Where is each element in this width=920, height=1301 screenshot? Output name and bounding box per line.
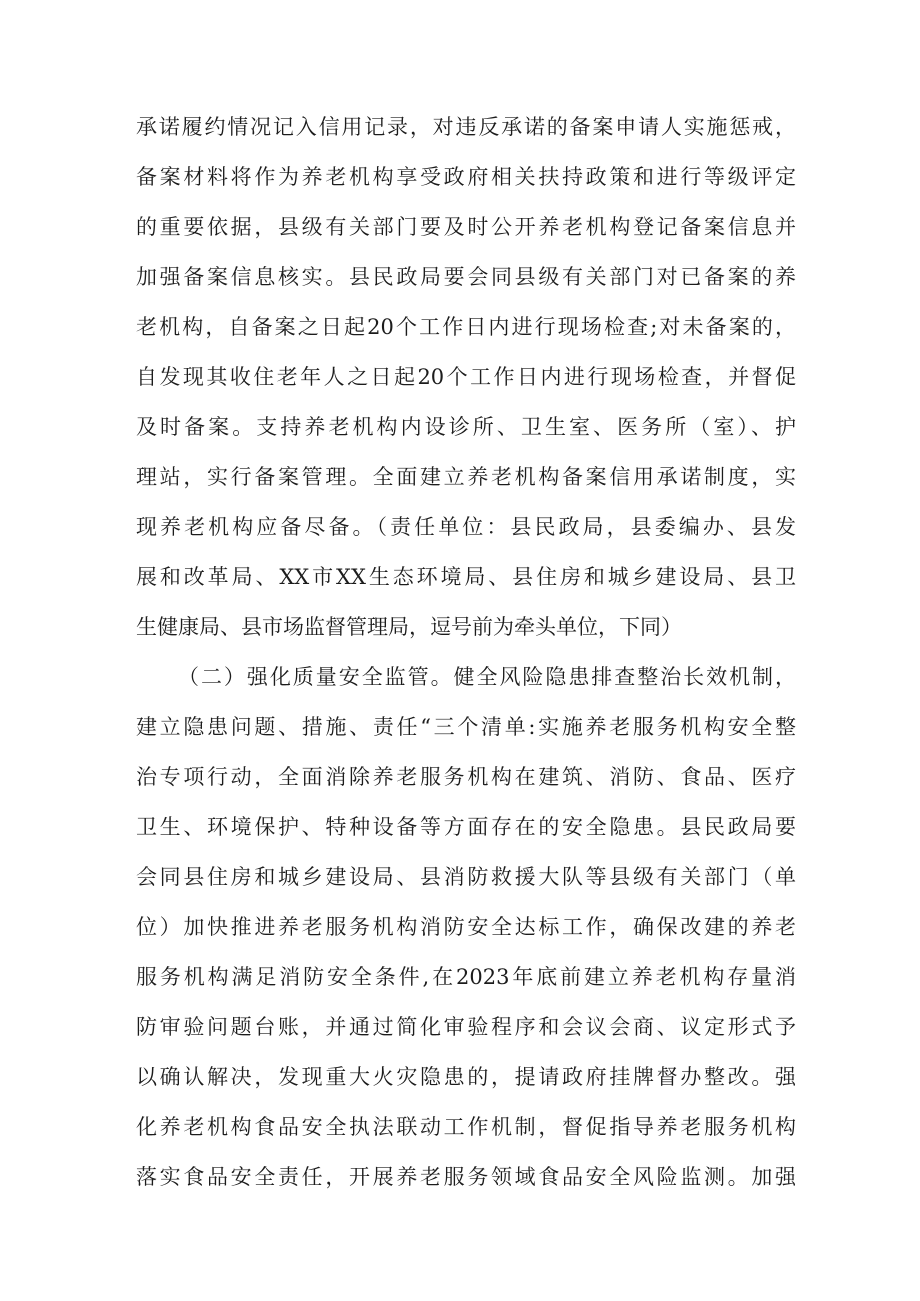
text-line-22: 落实食品安全责任，开展养老服务领域食品安全风险监测。加强 [136,1165,796,1189]
text-line-14: 治专项行动，全面消除养老服务机构在建筑、消防、食品、医疗 [136,765,796,789]
text-line-4: 加强备案信息核实。县民政局要会同县级有关部门对已备案的养 [136,265,796,289]
text-line-21: 化养老机构食品安全执法联动工作机制，督促指导养老服务机构 [136,1115,796,1139]
text-line-16: 会同县住房和城乡建设局、县消防救援大队等县级有关部门（单 [136,865,796,889]
text-line-7: 及时备案。支持养老机构内设诊所、卫生室、医务所（室）、护 [136,415,796,439]
text-line-6: 自发现其收住老年人之日起20个工作日内进行现场检查，并督促 [136,365,796,389]
text-line-13: 建立隐患问题、措施、责任“三个清单:实施养老服务机构安全整 [136,715,796,739]
text-line-3: 的重要依据，县级有关部门要及时公开养老机构登记备案信息并 [136,215,796,239]
text-line-19: 防审验问题台账，并通过简化审验程序和会议会商、议定形式予 [136,1015,796,1039]
text-line-11: 生健康局、县市场监督管理局，逗号前为牵头单位，下同） [136,615,682,639]
text-line-17: 位）加快推进养老服务机构消防安全达标工作，确保改建的养老 [136,915,796,939]
text-line-20: 以确认解决，发现重大火灾隐患的，提请政府挂牌督办整改。强 [136,1065,796,1089]
section-heading-line: （二）强化质量安全监管。健全风险隐患排查整治长效机制， [178,665,796,689]
text-line-18: 服务机构满足消防安全条件,在2023年底前建立养老机构存量消 [136,965,796,989]
text-line-2: 备案材料将作为养老机构享受政府相关扶持政策和进行等级评定 [136,165,796,189]
text-line-10: 展和改革局、XX市XX生态环境局、县住房和城乡建设局、县卫 [136,565,796,589]
text-line-1: 承诺履约情况记入信用记录，对违反承诺的备案申请人实施惩戒， [136,115,796,139]
text-line-8: 理站，实行备案管理。全面建立养老机构备案信用承诺制度，实 [136,465,796,489]
text-line-5: 老机构，自备案之日起20个工作日内进行现场检查;对未备案的， [136,315,796,339]
text-line-9: 现养老机构应备尽备。（责任单位：县民政局，县委编办、县发 [136,515,796,539]
text-line-15: 卫生、环境保护、特种设备等方面存在的安全隐患。县民政局要 [136,815,796,839]
